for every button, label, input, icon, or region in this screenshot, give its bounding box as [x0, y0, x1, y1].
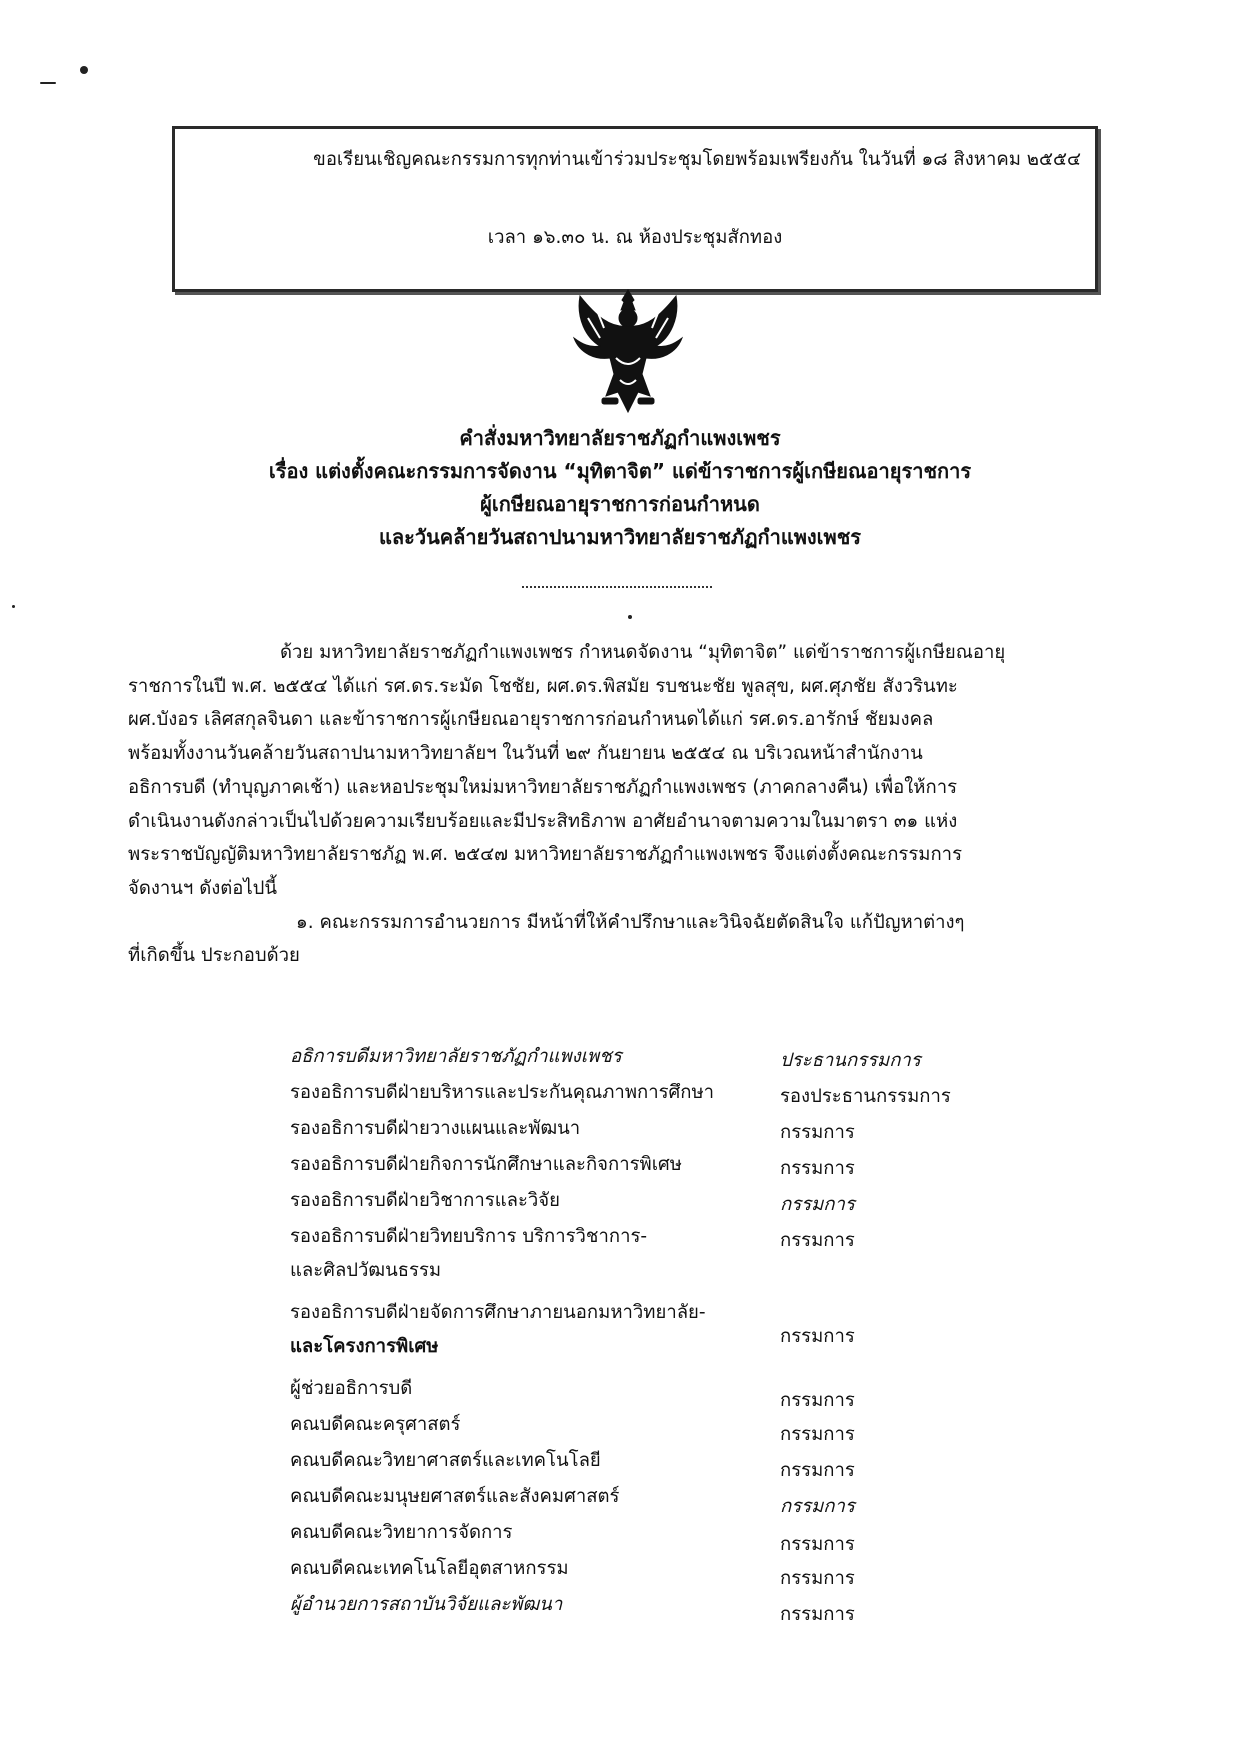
title-separator: [522, 586, 712, 588]
member-role: กรรมการ: [780, 1604, 855, 1625]
member-role: กรรมการ: [780, 1534, 855, 1555]
member-position: ผู้ช่วยอธิการบดี: [290, 1378, 413, 1399]
order-subject: เรื่อง แต่งตั้งคณะกรรมการจัดงาน “มุทิตาจิต” แด่ข้าราชการผู้เกษียณอายุราชการ: [268, 459, 972, 483]
member-role: กรรมการ: [780, 1194, 855, 1215]
member-position: คณบดีคณะเทคโนโลยีอุตสาหกรรม: [290, 1558, 569, 1579]
member-row: [290, 1220, 1090, 1296]
member-position: [290, 1296, 780, 1364]
member-position: รองอธิการบดีฝ่ายวิชาการและวิจัย: [290, 1190, 560, 1211]
member-row: [290, 1148, 1090, 1184]
body-line: ด้วย มหาวิทยาลัยราชภัฏกำแพงเพชร กำหนดจัดงาน “มุทิตาจิต” แด่ข้าราชการผู้เกษียณอายุ: [280, 642, 1006, 663]
member-role: กรรมการ: [780, 1326, 855, 1347]
order-title: [130, 422, 1110, 554]
member-position: คณบดีคณะมนุษยศาสตร์และสังคมศาสตร์: [290, 1486, 620, 1507]
member-position: รองอธิการบดีฝ่ายวางแผนและพัฒนา: [290, 1118, 581, 1139]
member-role: กรรมการ: [780, 1158, 855, 1179]
member-position: ผู้อำนวยการสถาบันวิจัยและพัฒนา: [290, 1594, 563, 1615]
member-position-line-2: และโครงการพิเศษ: [290, 1336, 439, 1357]
separator-dot: [628, 615, 632, 619]
scan-speck: [40, 82, 56, 84]
member-row: [290, 1076, 1090, 1112]
member-position-line-1: รองอธิการบดีฝ่ายจัดการศึกษาภายนอกมหาวิทยาลัย-: [290, 1302, 706, 1323]
member-role: กรรมการ: [780, 1390, 855, 1411]
member-row: [290, 1040, 1090, 1076]
member-position: คณบดีคณะวิทยาศาสตร์และเทคโนโลยี: [290, 1450, 601, 1471]
garuda-emblem-icon: [566, 288, 690, 416]
notice-line-1: ขอเรียนเชิญคณะกรรมการทุกท่านเข้าร่วมประชุมโดยพร้อมเพรียงกัน ในวันที่ ๑๘ สิงหาคม ๒๕๕๔: [313, 149, 1081, 170]
member-position: อธิการบดีมหาวิทยาลัยราชภัฏกำแพงเพชร: [290, 1046, 622, 1067]
order-body: [128, 636, 1098, 973]
body-line: ผศ.บังอร เลิศสกุลจินดา และข้าราชการผู้เกษียณอายุราชการก่อนกำหนดได้แก่ รศ.ดร.อารักษ์ ชัยมงคล: [128, 709, 934, 731]
section-1-heading-cont: ที่เกิดขึ้น ประกอบด้วย: [128, 945, 300, 967]
member-row: [290, 1516, 1090, 1555]
notice-line-2: เวลา ๑๖.๓๐ น. ณ ห้องประชุมสักทอง: [487, 227, 783, 248]
body-line: พร้อมทั้งงานวันคล้ายวันสถาปนามหาวิทยาลัยฯ ในวันที่ ๒๙ กันยายน ๒๕๕๔ ณ บริเวณหน้าสำนักงาน: [128, 743, 923, 765]
body-line: พระราชบัญญัติมหาวิทยาลัยราชภัฏ พ.ศ. ๒๕๔๗ มหาวิทยาลัยราชภัฏกำแพงเพชร จึงแต่งตั้งคณะกรรมการ: [128, 844, 962, 866]
member-role: กรรมการ: [780, 1460, 855, 1481]
member-role: กรรมการ: [780, 1568, 855, 1589]
meeting-notice-box: [172, 126, 1098, 292]
member-role: ประธานกรรมการ: [780, 1050, 921, 1071]
member-position: รองอธิการบดีฝ่ายกิจการนักศึกษาและกิจการพิเศษ: [290, 1154, 682, 1175]
member-role: กรรมการ: [780, 1122, 855, 1143]
member-position: รองอธิการบดีฝ่ายบริหารและประกันคุณภาพการศึกษา: [290, 1082, 715, 1103]
committee-member-list: [290, 1040, 1090, 1624]
member-position-line-2: และศิลปวัฒนธรรม: [290, 1260, 442, 1281]
section-1-heading: ๑. คณะกรรมการอำนวยการ มีหน้าที่ให้คำปรึกษาและวินิจฉัยตัดสินใจ แก้ปัญหาต่างๆ: [296, 911, 965, 933]
body-line: ราชการในปี พ.ศ. ๒๕๕๔ ได้แก่ รศ.ดร.ระมัด โชชัย, ผศ.ดร.พิสมัย รบชนะชัย พูลสุข, ผศ.ศุภชัย สังวรินทะ: [128, 675, 958, 697]
body-line: ดำเนินงานดังกล่าวเป็นไปด้วยความเรียบร้อยและมีประสิทธิภาพ อาศัยอำนาจตามความในมาตรา ๓๑ แห่ง: [128, 810, 958, 832]
member-position: คณบดีคณะครุศาสตร์: [290, 1414, 461, 1435]
body-line: จัดงานฯ ดังต่อไปนี้: [128, 877, 278, 899]
order-subject-line-2: ผู้เกษียณอายุราชการก่อนกำหนด: [480, 492, 760, 516]
body-line: อธิการบดี (ทำบุญภาคเช้า) และหอประชุมใหม่มหาวิทยาลัยราชภัฏกำแพงเพชร (ภาคกลางคืน) เพื่อให้การ: [128, 776, 958, 798]
scan-speck: [80, 66, 88, 74]
member-row: [290, 1112, 1090, 1148]
order-heading: คำสั่งมหาวิทยาลัยราชภัฏกำแพงเพชร: [459, 426, 781, 450]
member-row: [290, 1408, 1090, 1444]
member-row: [290, 1588, 1090, 1624]
order-subject-line-3: และวันคล้ายวันสถาปนามหาวิทยาลัยราชภัฏกำแพงเพชร: [378, 525, 862, 549]
member-position: [290, 1220, 780, 1288]
member-row: [290, 1372, 1090, 1411]
member-role: กรรมการ: [780, 1424, 855, 1445]
member-row: [290, 1444, 1090, 1480]
member-row: [290, 1552, 1090, 1588]
member-row: [290, 1296, 1090, 1372]
member-role: กรรมการ: [780, 1230, 855, 1251]
scan-speck: [12, 605, 15, 608]
member-position: คณบดีคณะวิทยาการจัดการ: [290, 1522, 513, 1543]
member-role: กรรมการ: [780, 1496, 855, 1517]
member-row: [290, 1480, 1090, 1516]
member-role: รองประธานกรรมการ: [780, 1086, 951, 1107]
member-position-line-1: รองอธิการบดีฝ่ายวิทยบริการ บริการวิชาการ-: [290, 1226, 648, 1247]
member-row: [290, 1184, 1090, 1220]
